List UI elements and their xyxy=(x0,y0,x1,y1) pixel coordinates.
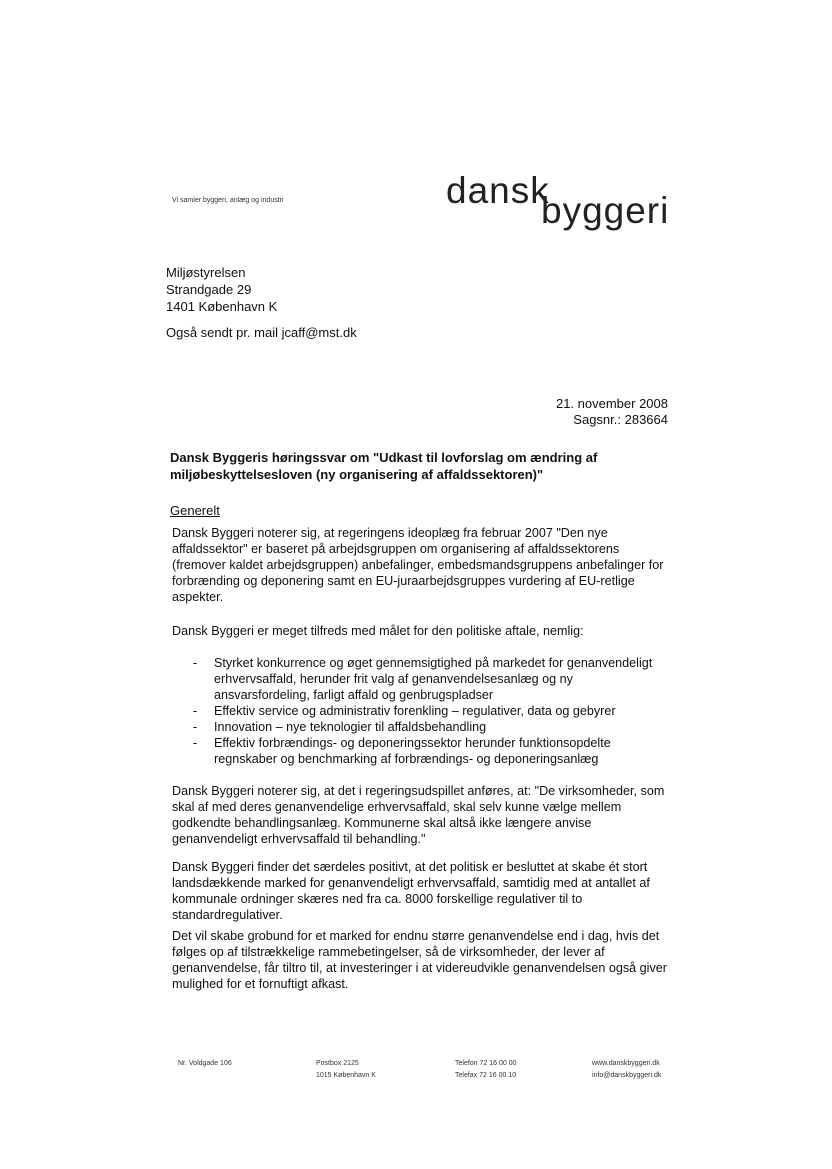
recipient-street: Strandgade 29 xyxy=(166,282,252,297)
case-number: Sagsnr.: 283664 xyxy=(573,412,668,427)
list-item xyxy=(172,703,672,719)
paragraph-3: Dansk Byggeri noterer sig, at det i regeringsudspillet anføres, at: "De virksomheder, som skal af med deres genanvendelige erhvervsaffald, skal selv kunne vælge mellem godkendte behandlingsanlæg. Kommunerne skal altså ikke længere anvise genanvendeligt erhvervsaffald til behandling." xyxy=(172,784,665,846)
paragraph-5: Det vil skabe grobund for et marked for endnu større genanvendelse end i dag, hvis det følges op af tilstrækkelige rammebetingelser, så de virksomheder, der lever af genanvendelse, får tiltro til, at investeringer i at videreudvikle genanvendelsen også giver mulighed for et fornuftigt afkast. xyxy=(172,929,667,991)
bullet-marker: - xyxy=(193,704,198,718)
letter-subject: Dansk Byggeris høringssvar om "Udkast til lovforslag om ændring af miljøbeskyttelsesloven (ny organisering af affaldssektoren)" xyxy=(170,450,598,482)
bullet-marker: - xyxy=(193,656,198,670)
bullet-marker: - xyxy=(193,720,198,734)
list-item xyxy=(172,719,672,735)
goal-list xyxy=(172,655,672,767)
footer-phone: Telefon 72 16 00 00 xyxy=(455,1060,517,1067)
recipient-address xyxy=(166,264,277,315)
list-item xyxy=(172,735,672,767)
recipient-city: 1401 København K xyxy=(166,299,278,314)
list-item xyxy=(172,655,672,703)
bullet-marker: - xyxy=(193,736,198,750)
paragraph-2: Dansk Byggeri er meget tilfreds med målet for den politiske aftale, nemlig: xyxy=(172,624,584,638)
footer-web: www.danskbyggeri.dk xyxy=(592,1060,660,1067)
footer-email: info@danskbyggeri.dk xyxy=(592,1072,662,1079)
list-item-text: Innovation – nye teknologier til affaldsbehandling xyxy=(214,720,487,734)
section-heading: Generelt xyxy=(170,503,220,518)
list-item-text: Effektiv forbrændings- og deponeringssektor herunder funktionsopdelte regnskaber og benchmarking af forbrændings- og deponeringsanlæg xyxy=(214,736,611,766)
footer-postbox xyxy=(316,1058,376,1082)
footer-contact-block xyxy=(592,1058,661,1082)
company-tagline: Vi samler byggeri, anlæg og industri xyxy=(172,197,284,204)
footer-address: Nr. Voldgade 106 xyxy=(178,1060,232,1067)
footer-postbox-line1: Postbox 2125 xyxy=(316,1060,359,1067)
company-logo xyxy=(446,170,678,230)
list-item-text: Effektiv service og administrativ forenkling – regulativer, data og gebyrer xyxy=(214,704,616,718)
letter-date: 21. november 2008 xyxy=(555,396,668,411)
footer-fax: Telefax 72 16 00 10 xyxy=(455,1072,517,1079)
paragraph-1: Dansk Byggeri noterer sig, at regeringens ideoplæg fra februar 2007 "Den nye affaldssektor" er baseret på arbejdsgruppen om organisering af affaldssektorens (fremover kaldet arbejdsgruppen) anbefalinger, embedsmandsgruppens anbefalinger for forbrænding og deponering samt en EU-juraarbejdsgruppes vurdering af EU-retlige aspekter. xyxy=(172,526,664,604)
logo-word-byggeri: byggeri xyxy=(541,190,670,231)
mail-note: Også sendt pr. mail jcaff@mst.dk xyxy=(166,325,357,340)
logo-word-dansk: dansk xyxy=(446,170,550,211)
recipient-name: Miljøstyrelsen xyxy=(166,265,246,280)
footer-postbox-line2: 1015 København K xyxy=(316,1072,376,1079)
footer-phone-block xyxy=(455,1058,517,1082)
list-item-text: Styrket konkurrence og øget gennemsigtighed på markedet for genanvendeligt erhvervsaffald, herunder frit valg af genanvendelsesanlæg og ny ansvarsfordeling, farligt affald og genbrugspladser xyxy=(214,656,653,702)
paragraph-4: Dansk Byggeri finder det særdeles positivt, at det politisk er besluttet at skabe ét stort landsdækkende marked for genanvendeligt erhvervsaffald, samtidig med at antallet af kommunale ordninger skæres ned fra ca. 8000 forskellige regulativer til to standardregulativer. xyxy=(172,860,650,922)
letter-meta xyxy=(556,396,668,428)
